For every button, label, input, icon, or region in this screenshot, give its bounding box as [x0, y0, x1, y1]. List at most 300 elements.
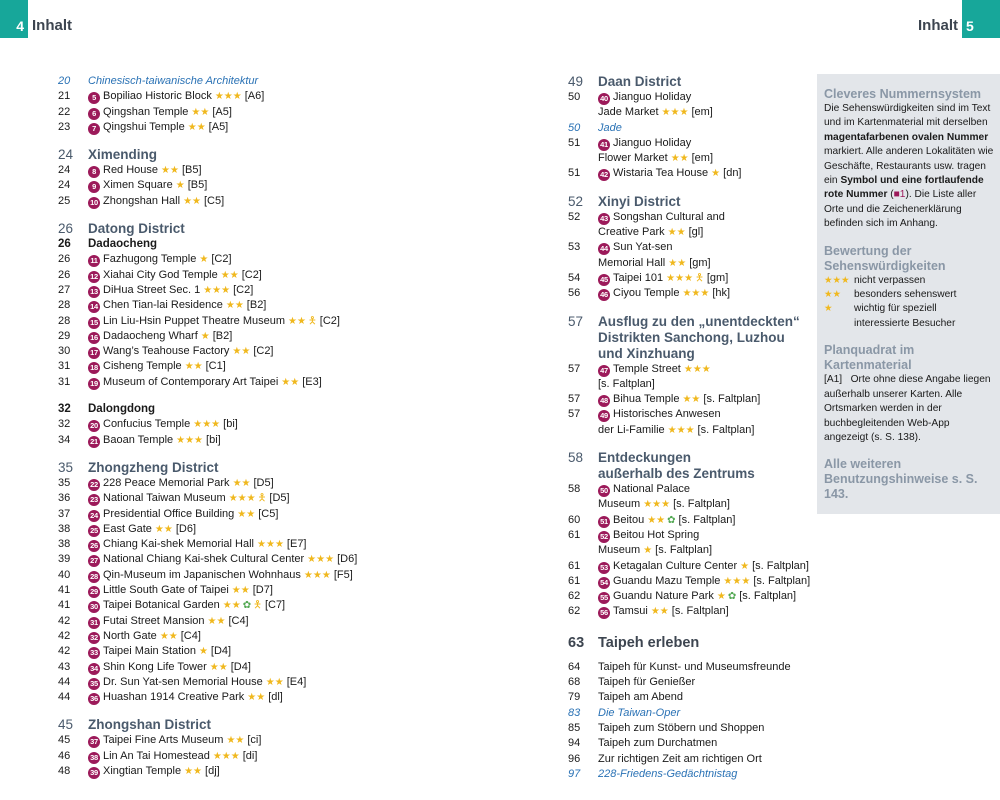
entry-title: Fazhugong Temple [103, 253, 197, 266]
entry-text-wrap [88, 675, 498, 690]
toc-entry [568, 151, 813, 166]
page-number: 37 [58, 507, 71, 520]
toc-heading [568, 121, 813, 136]
entry-title: Jade [598, 121, 622, 134]
page-number: 43 [58, 660, 71, 673]
sight-number-badge: 46 [598, 289, 610, 301]
sight-number-badge: 13 [88, 286, 100, 298]
rating-label: wichtig für speziell interessierte Besucher [854, 303, 956, 329]
map-reference: [s. Faltplan] [673, 498, 730, 511]
rating-stars: ★★★ [307, 554, 335, 566]
page-number: 28 [58, 299, 71, 312]
toc-heading [58, 237, 498, 252]
entry-text-wrap [598, 240, 813, 255]
entry-title: Memorial Hall [598, 256, 666, 269]
entry-text-wrap [598, 271, 813, 286]
toc-entry [568, 604, 813, 619]
sight-number-badge: 38 [88, 752, 100, 764]
map-reference: [E7] [286, 538, 307, 551]
toc-entry [568, 721, 813, 736]
rating-stars: ★★ [231, 585, 250, 597]
sight-number-badge: 42 [598, 169, 610, 181]
toc-entry [568, 392, 813, 407]
toc-entry [58, 89, 498, 104]
entry-text-wrap [88, 252, 498, 267]
entry-text-wrap [88, 733, 498, 748]
entry-text-wrap [598, 392, 813, 407]
entry-text-wrap [88, 717, 498, 733]
page-number: 24 [58, 147, 74, 163]
sight-number-badge: 27 [88, 555, 100, 567]
map-reference: [B5] [187, 179, 208, 192]
sight-number-badge: 55 [598, 592, 610, 604]
grid-key: [A1] [824, 374, 843, 386]
sight-number-badge: 34 [88, 663, 100, 675]
entry-title: Distrikten Sanchong, Luzhou [598, 329, 785, 345]
page-number: 41 [58, 599, 71, 612]
page-number [568, 225, 598, 240]
page-number [568, 151, 598, 166]
page-number: 49 [568, 74, 584, 89]
page-number: 52 [568, 193, 584, 209]
toc-entry [58, 675, 498, 690]
entry-title: Bihua Temple [613, 393, 680, 406]
toc-entry [58, 491, 498, 506]
page-number: 34 [58, 433, 71, 446]
entry-title: Jianguo Holiday [613, 136, 692, 149]
entry-title: Jade Market [598, 106, 659, 119]
toc-entry [568, 210, 813, 225]
rating-legend-row [824, 288, 994, 302]
page-number: 25 [58, 194, 71, 207]
map-reference: [gm] [689, 256, 711, 269]
toc-entry [58, 359, 498, 374]
left-page-title: Inhalt [32, 17, 72, 34]
family-icon: 🯅 [307, 315, 317, 327]
numbers-text-bold: Symbol und eine fortlaufende rote Nummer [824, 175, 984, 201]
page-number: 31 [58, 360, 71, 373]
map-reference: [s. Faltplan] [678, 513, 736, 526]
sight-number-badge: 6 [88, 108, 100, 120]
entry-text-wrap [88, 417, 498, 432]
toc-entry [58, 476, 498, 491]
map-reference: [bi] [206, 433, 221, 446]
toc-entry [568, 362, 813, 377]
map-reference: [s. Faltplan] [655, 544, 713, 557]
entry-text-wrap [598, 706, 813, 721]
page-number: 24 [58, 179, 71, 192]
entry-title: und Xinzhuang [598, 345, 695, 361]
map-reference: [C2] [233, 283, 254, 296]
sight-number-badge: 37 [88, 736, 100, 748]
entry-title: Taipei Botanical Garden [103, 599, 220, 612]
rating-stars: ★★★ [723, 575, 751, 587]
entry-title: Taipei Main Station [103, 645, 196, 658]
toc-entry [58, 314, 498, 329]
entry-text-wrap [88, 433, 498, 448]
page-number [568, 105, 598, 120]
entry-title: Sun Yat-sen [613, 241, 673, 254]
entry-title: Ausflug zu den „unentdeckten“ [598, 313, 800, 329]
entry-title: Bopiliao Historic Block [103, 90, 212, 103]
toc-entry [568, 286, 813, 301]
rating-stars: ★★ [225, 300, 244, 312]
sight-number-badge: 44 [598, 243, 610, 255]
page-number: 63 [568, 634, 585, 651]
map-reference: [A6] [244, 90, 265, 103]
entry-text-wrap [598, 450, 813, 466]
rating-stars: ★★★ [303, 569, 331, 581]
page-number: 52 [568, 210, 581, 223]
toc-entry [58, 268, 498, 283]
rating-stars: ★ [824, 303, 833, 315]
page-number: 51 [568, 136, 581, 149]
entry-title: Dadaocheng Wharf [103, 329, 198, 342]
page-number: 26 [58, 238, 71, 251]
map-reference: [E3] [302, 375, 322, 388]
sight-number-badge: 41 [598, 139, 610, 151]
entry-text-wrap [88, 460, 498, 476]
entry-title: Dadaocheng [88, 238, 158, 251]
toc-entry [568, 690, 813, 705]
toc-entry [568, 256, 813, 271]
rating-label: nicht verpassen [854, 274, 926, 286]
entry-text-wrap [88, 359, 498, 374]
page-number: 23 [58, 120, 71, 133]
rating-stars: ★★ [183, 195, 201, 207]
toc-entry [568, 105, 813, 120]
sight-number-badge: 52 [598, 531, 610, 543]
rating-stars: ★★ [281, 376, 300, 388]
page-number: 79 [568, 691, 581, 704]
rating-stars: ★★★ [203, 284, 231, 296]
entry-text-wrap [598, 423, 813, 438]
entry-title: National Taiwan Museum [103, 492, 226, 505]
page-number: 51 [568, 167, 581, 180]
page-number: 68 [568, 676, 581, 689]
entry-text-wrap [598, 574, 813, 589]
rating-stars: ★★★ [682, 288, 710, 300]
rating-stars: ★★ [191, 106, 210, 118]
entry-text-wrap [88, 537, 498, 552]
map-reference: [C7] [264, 599, 286, 612]
sight-number-badge: 43 [598, 213, 610, 225]
page-number: 27 [58, 283, 71, 296]
entry-text-wrap [598, 225, 813, 240]
sight-number-badge: 25 [88, 525, 100, 537]
page-number: 58 [568, 483, 581, 496]
rating-stars: ★ [643, 545, 653, 557]
toc-entry [568, 574, 813, 589]
toc-heading [568, 74, 813, 90]
map-reference: [s. Faltplan] [739, 590, 797, 603]
sight-number-badge: 45 [598, 274, 610, 286]
toc-heading [58, 460, 498, 476]
entry-text-wrap [88, 329, 498, 344]
entry-title: Taipeh für Kunst- und Museumsfreunde [598, 660, 791, 673]
entry-title: außerhalb des Zentrums [598, 466, 755, 482]
entry-title: Taipei Fine Arts Museum [103, 734, 224, 747]
map-reference: [dn] [723, 167, 742, 180]
rating-stars: ★★★ [257, 539, 284, 551]
page-number: 38 [58, 522, 71, 535]
sight-number-badge: 9 [88, 181, 100, 193]
entry-text-wrap [598, 543, 813, 558]
toc-entry [568, 497, 813, 512]
left-page-header [0, 0, 76, 38]
rating-stars: ★★ [207, 615, 226, 627]
numbers-heading: Cleveres Nummernsystem [824, 87, 982, 101]
rating-stars: ★★ [222, 600, 241, 612]
toc-heading [568, 450, 813, 466]
toc-entry [58, 298, 498, 313]
entry-title: Shin Kong Life Tower [103, 660, 207, 673]
sight-number-badge: 14 [88, 301, 100, 313]
entry-title: Die Taiwan-Oper [598, 706, 681, 719]
entry-title: Xiahai City God Temple [103, 268, 218, 281]
sight-number-badge: 33 [88, 647, 100, 659]
entry-text-wrap [88, 522, 498, 537]
toc-entry [58, 417, 498, 432]
entry-title: Confucius Temple [103, 418, 191, 431]
toc-entry [568, 225, 813, 240]
toc-entry [568, 271, 813, 286]
toc-right-column [568, 74, 813, 782]
toc-left-column [58, 74, 498, 779]
entry-title: Guandu Mazu Temple [613, 574, 721, 587]
entry-text-wrap [598, 634, 813, 652]
rating-stars: ★ [199, 254, 209, 266]
toc-entry [58, 283, 498, 298]
entry-text-wrap [88, 749, 498, 764]
entry-title: Ximending [88, 147, 158, 163]
toc-heading [568, 466, 813, 482]
entry-text-wrap [598, 256, 813, 271]
map-reference: [A5] [208, 120, 229, 133]
entry-title: Zhongshan District [88, 717, 212, 733]
entry-title: Xingtian Temple [103, 764, 182, 777]
map-reference: [ci] [247, 734, 262, 747]
nature-icon: ✿ [242, 600, 252, 612]
entry-title: Zhongshan Hall [103, 194, 181, 207]
sight-number-badge: 21 [88, 436, 100, 448]
toc-heading [58, 717, 498, 733]
rating-legend-row [824, 274, 994, 288]
toc-heading [58, 402, 498, 417]
map-reference: [D5] [269, 492, 290, 505]
entry-title: Museum [598, 544, 641, 557]
rating-stars: ★ [740, 560, 750, 572]
toc-entry [568, 482, 813, 497]
page-number: 50 [568, 91, 581, 103]
toc-heading [568, 706, 813, 721]
entry-text-wrap [598, 151, 813, 166]
toc-entry [568, 589, 813, 604]
sight-number-badge: 20 [88, 420, 100, 432]
toc-entry [58, 507, 498, 522]
sight-number-badge: 49 [598, 410, 610, 422]
entry-text-wrap [88, 598, 498, 613]
toc-heading [568, 634, 813, 652]
entry-text-wrap [598, 121, 813, 136]
entry-text-wrap [598, 166, 813, 181]
red-marker-icon: ■1 [893, 189, 906, 201]
entry-title: Temple Street [613, 362, 681, 375]
entry-text-wrap [88, 568, 498, 583]
map-reference: [gm] [706, 271, 729, 284]
numbers-text-part: ). Die Liste aller Orte und die Zeichenerklärung befinden sich im Anhang. [824, 189, 977, 230]
entry-title: Jianguo Holiday [613, 91, 692, 103]
page-number: 26 [58, 268, 71, 281]
entry-text-wrap [88, 105, 498, 120]
page-number: 62 [568, 590, 581, 603]
page-number: 30 [58, 345, 71, 358]
toc-entry [568, 136, 813, 151]
rating-stars: ★★★ [661, 107, 689, 119]
map-reference: [B2] [212, 329, 233, 342]
sight-number-badge: 16 [88, 332, 100, 344]
right-page-header [914, 0, 1000, 38]
page-number: 32 [58, 403, 71, 416]
entry-title: Wistaria Tea House [613, 167, 709, 180]
toc-heading [568, 314, 813, 330]
sight-number-badge: 47 [598, 365, 610, 377]
grid-explanation: Orte ohne diese Angabe liegen außerhalb unserer Karten. Alle Ortsmarken werden in der buchbegleitenden Web-App angezeigt (s. S. 138). [824, 374, 991, 443]
sight-number-badge: 7 [88, 123, 100, 135]
page-number: 96 [568, 752, 581, 765]
rating-stars: ★★★ [193, 419, 221, 431]
entry-title: 228 Peace Memorial Park [103, 476, 230, 489]
entry-title: Little South Gate of Taipei [103, 584, 229, 597]
entry-title: Zur richtigen Zeit am richtigen Ort [598, 752, 762, 765]
toc-entry [568, 736, 813, 751]
family-icon: 🯅 [695, 272, 704, 284]
rating-stars: ★★ [650, 606, 669, 618]
grid-text [824, 373, 994, 445]
entry-title: North Gate [103, 629, 157, 642]
entry-text-wrap [88, 314, 498, 329]
rating-stars: ★★ [265, 676, 284, 688]
entry-text-wrap [598, 314, 813, 330]
rating-stars: ★★ [237, 508, 256, 520]
toc-heading [568, 330, 813, 346]
page-number: 45 [58, 717, 74, 733]
entry-text-wrap [598, 513, 813, 528]
entry-title: Guandu Nature Park [613, 590, 714, 603]
page-number: 31 [58, 375, 71, 388]
map-reference: [hk] [712, 287, 731, 300]
entry-text-wrap [598, 736, 813, 751]
sight-number-badge: 11 [88, 255, 100, 267]
page-number: 97 [568, 767, 581, 780]
entry-title: Datong District [88, 221, 185, 237]
toc-heading [58, 74, 498, 89]
entry-text-wrap [88, 74, 498, 89]
entry-text-wrap [88, 163, 498, 178]
rating-stars: ★★★ [683, 363, 711, 375]
rating-stars: ★★★ [212, 750, 240, 762]
toc-heading [568, 346, 813, 362]
entry-title: [s. Faltplan] [598, 377, 655, 390]
entry-title: Lin An Tai Homestead [103, 749, 210, 762]
rating-stars: ★★ [247, 692, 266, 704]
entry-text-wrap [88, 476, 498, 491]
page-number [568, 423, 598, 438]
toc-entry [58, 614, 498, 629]
entry-text-wrap [598, 330, 813, 346]
page-number [568, 543, 598, 558]
entry-text-wrap [598, 286, 813, 301]
entry-title: Taipeh für Genießer [598, 676, 696, 689]
page-number: 62 [568, 605, 581, 618]
toc-entry [568, 528, 813, 543]
sight-number-badge: 50 [598, 485, 610, 497]
numbers-text [824, 102, 994, 232]
sight-number-badge: 53 [598, 562, 610, 574]
entry-title: Museum of Contemporary Art Taipei [103, 375, 279, 388]
entry-title: Huashan 1914 Creative Park [103, 691, 245, 704]
entry-text-wrap [598, 752, 813, 767]
map-reference: [C2] [241, 268, 262, 281]
rating-stars: ★★ [667, 227, 686, 239]
entry-text-wrap [598, 690, 813, 705]
map-reference: [s. Faltplan] [703, 393, 761, 406]
entry-title: Chen Tian-lai Residence [103, 299, 223, 312]
entry-title: Tamsui [613, 605, 648, 618]
entry-text-wrap [598, 482, 813, 497]
page-number: 60 [568, 513, 581, 526]
toc-entry [568, 543, 813, 558]
numbers-text-part: ( [887, 189, 894, 201]
map-reference: [C4] [228, 614, 249, 627]
sight-number-badge: 35 [88, 678, 100, 690]
map-reference: [em] [691, 106, 713, 119]
entry-text-wrap [598, 675, 813, 690]
page-number: 42 [58, 614, 71, 627]
rating-stars: ★★★ [643, 499, 671, 511]
page-number [568, 377, 598, 392]
toc-heading [568, 194, 813, 210]
sight-number-badge: 18 [88, 362, 100, 374]
entry-title: Xinyi District [598, 193, 681, 209]
page-number: 61 [568, 574, 581, 587]
entry-text-wrap [88, 194, 498, 209]
numbers-text-part: Die Sehenswürdigkeiten sind im Text und im Kartenmaterial mit derselben [824, 103, 991, 129]
entry-title: East Gate [103, 522, 152, 535]
entry-text-wrap [88, 583, 498, 598]
rating-stars: ★★ [220, 269, 239, 281]
page-number [568, 497, 598, 512]
rating-stars: ★★ [159, 630, 178, 642]
sight-number-badge: 48 [598, 395, 610, 407]
sight-number-badge: 30 [88, 601, 100, 613]
page-number: 41 [58, 584, 71, 597]
page-number: 40 [58, 568, 71, 581]
toc-entry [58, 120, 498, 135]
page-number: 42 [58, 645, 71, 658]
rating-legend [824, 274, 994, 332]
entry-text-wrap [88, 344, 498, 359]
entry-title: Entdeckungen [598, 450, 692, 466]
entry-title: Cisheng Temple [103, 360, 182, 373]
entry-text-wrap [598, 105, 813, 120]
entry-text-wrap [88, 237, 498, 252]
entry-title: Qingshan Temple [103, 105, 189, 118]
page-number: 42 [58, 629, 71, 642]
toc-entry [58, 329, 498, 344]
map-reference: [D4] [210, 645, 232, 658]
map-reference: [di] [242, 749, 258, 762]
